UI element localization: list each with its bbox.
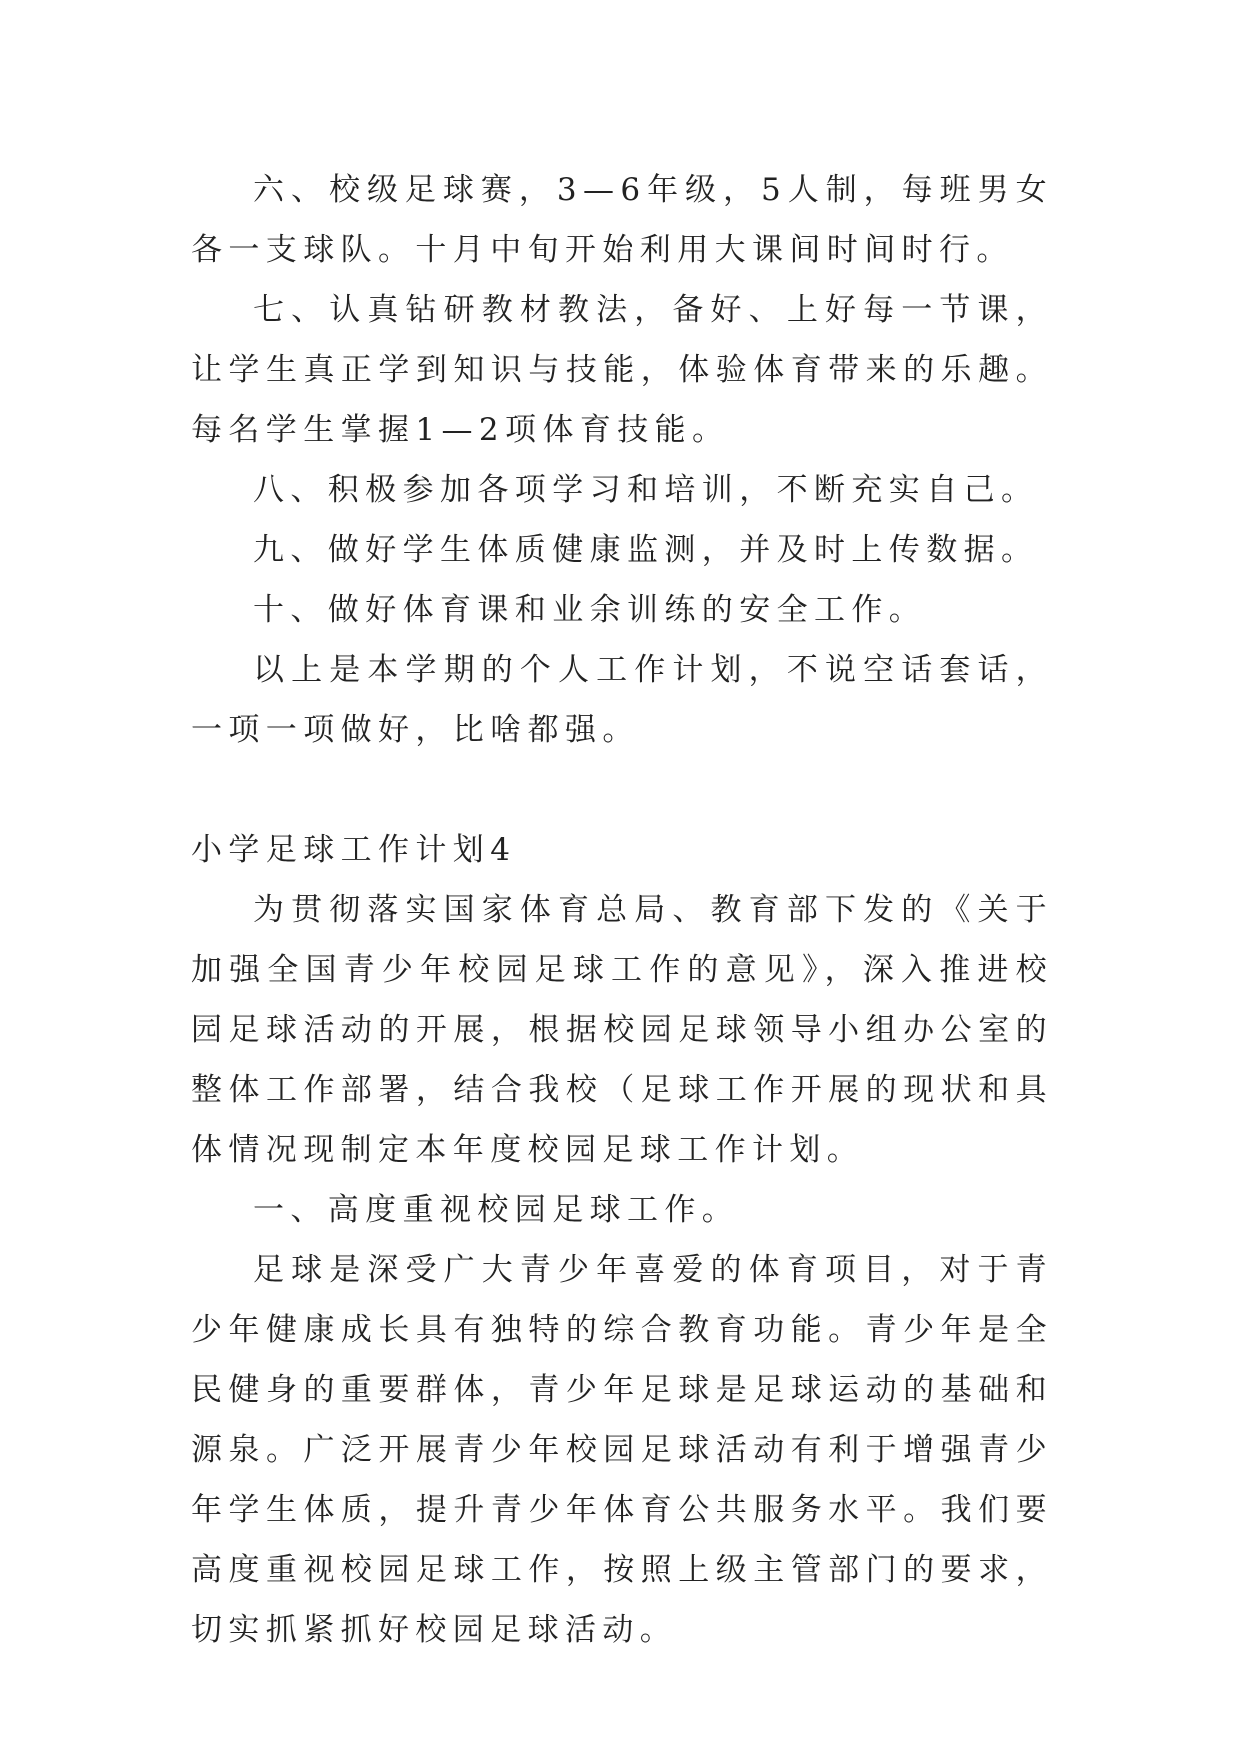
paragraph-football-importance: 足球是深受广大青少年喜爱的体育项目，对于青少年健康成长具有独特的综合教育功能。青少年是全民健身的重要群体，青少年足球是足球运动的基础和源泉。广泛开展青少年校园足球活动有利于增强青少年学生体质，提升青少年体育公共服务水平。我们要高度重视校园足球工作，按照上级主管部门的要求，切实抓紧抓好校园足球活动。 xyxy=(191,1252,1053,1648)
section-title: 小学足球工作计划4 xyxy=(191,832,517,868)
paragraph-point-1: 一、高度重视校园足球工作。 xyxy=(253,1192,740,1228)
document-body xyxy=(191,160,1053,1660)
paragraph-summary: 以上是本学期的个人工作计划，不说空话套话，一项一项做好，比啥都强。 xyxy=(191,652,1053,748)
paragraph-item-9: 九、做好学生体质健康监测，并及时上传数据。 xyxy=(253,532,1039,568)
paragraph-item-7: 七、认真钻研教材教法，备好、上好每一节课，让学生真正学到知识与技能，体验体育带来的乐趣。每名学生掌握1—2项体育技能。 xyxy=(191,292,1053,448)
paragraph-item-6: 六、校级足球赛，3—6年级，5人制，每班男女各一支球队。十月中旬开始利用大课间时间时行。 xyxy=(191,172,1053,268)
paragraph-item-8: 八、积极参加各项学习和培训，不断充实自己。 xyxy=(253,472,1039,508)
paragraph-item-10: 十、做好体育课和业余训练的安全工作。 xyxy=(253,592,927,628)
paragraph-intro: 为贯彻落实国家体育总局、教育部下发的《关于加强全国青少年校园足球工作的意见》，深入推进校园足球活动的开展，根据校园足球领导小组办公室的整体工作部署，结合我校（足球工作开展的现状和具体情况现制定本年度校园足球工作计划。 xyxy=(191,892,1053,1168)
